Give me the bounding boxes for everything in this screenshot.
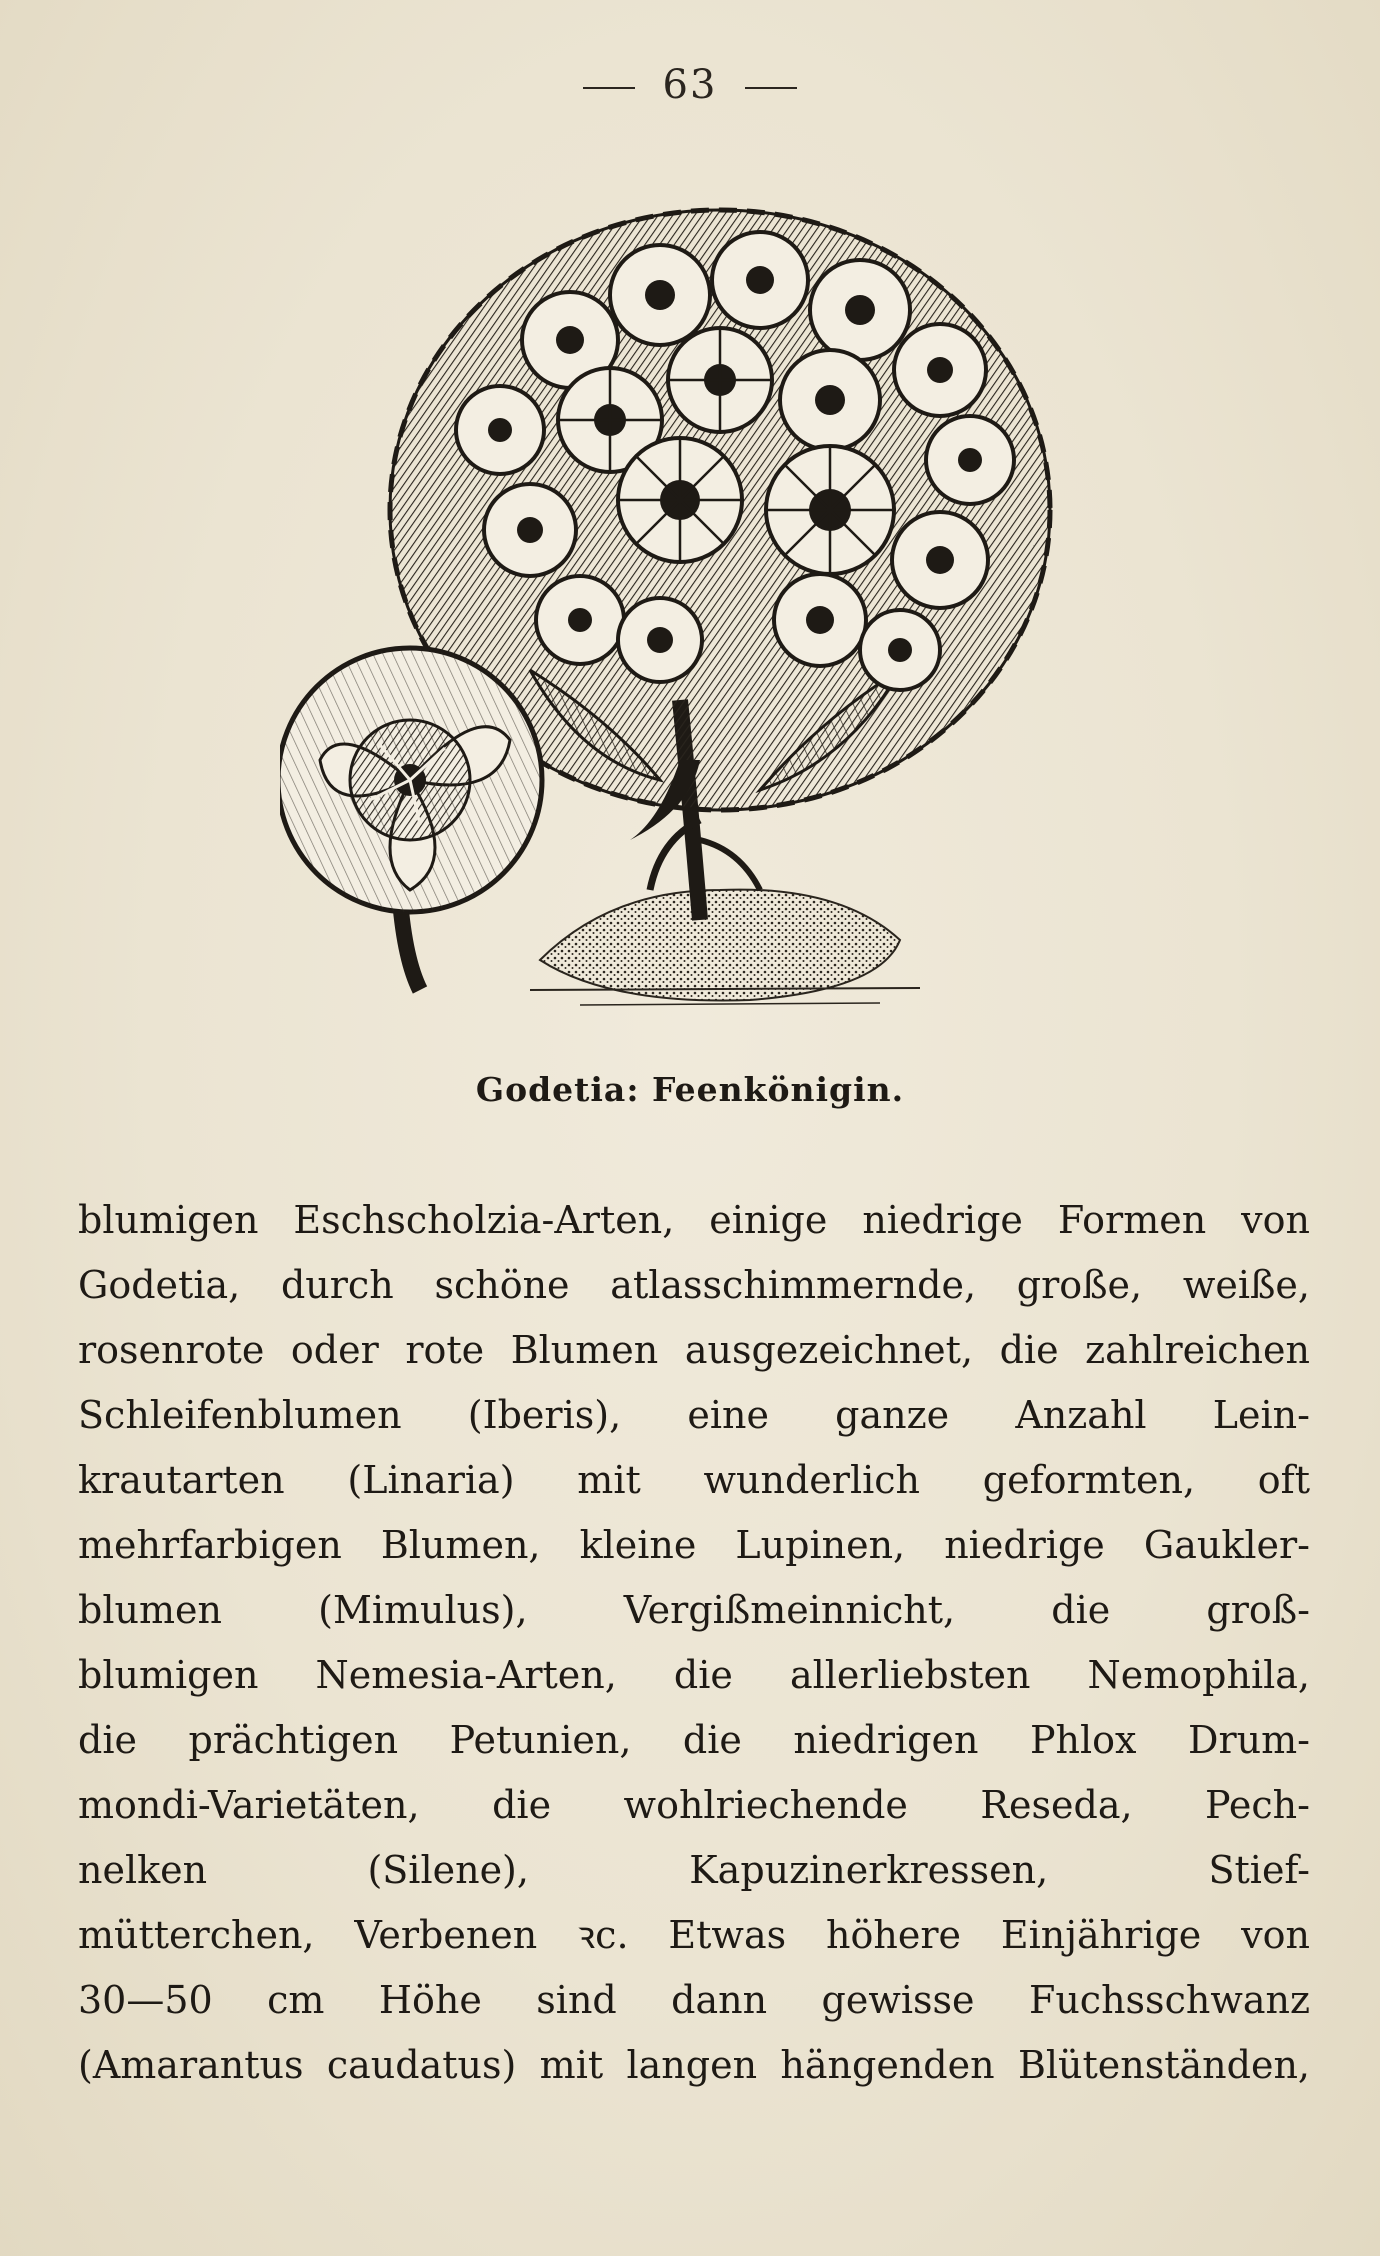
text-line: (Amarantus caudatus) mit langen hängenden Blütenständen,: [78, 2043, 1310, 2087]
text-line: mütterchen, Verbenen ꝛc. Etwas höhere Einjährige von: [78, 1913, 1310, 1957]
text-line: nelken (Silene), Kapuzinerkressen, Stief-: [78, 1848, 1310, 1892]
page-number: 63: [662, 62, 718, 108]
text-line: blumigen Eschscholzia-Arten, einige niedrige Formen von: [78, 1198, 1310, 1242]
figure-caption: Godetia: Feenkönigin.: [475, 1070, 905, 1109]
text-line: blumen (Mimulus), Vergißmeinnicht, die groß-: [78, 1588, 1310, 1632]
godetia-engraving-icon: [280, 200, 1100, 1050]
text-line: Godetia, durch schöne atlasschimmernde, große, weiße,: [78, 1263, 1310, 1307]
body-text: [78, 1188, 1310, 2098]
single-godetia-flower: [280, 648, 542, 990]
left-dash: [583, 87, 635, 89]
text-line: mehrfarbigen Blumen, kleine Lupinen, niedrige Gaukler-: [78, 1523, 1310, 1567]
right-dash: [745, 87, 797, 89]
page-number-header: [0, 62, 1380, 108]
text-line: 30—50 cm Höhe sind dann gewisse Fuchsschwanz: [78, 1978, 1310, 2022]
text-line: blumigen Nemesia-Arten, die allerliebsten Nemophila,: [78, 1653, 1310, 1697]
text-line: krautarten (Linaria) mit wunderlich geformten, oft: [78, 1458, 1310, 1502]
text-line: rosenrote oder rote Blumen ausgezeichnet, die zahlreichen: [78, 1328, 1310, 1372]
ground-shading: [530, 890, 920, 1005]
text-line: Schleifenblumen (Iberis), eine ganze Anzahl Lein-: [78, 1393, 1310, 1437]
text-line: mondi-Varietäten, die wohlriechende Reseda, Pech-: [78, 1783, 1310, 1827]
text-line: die prächtigen Petunien, die niedrigen Phlox Drum-: [78, 1718, 1310, 1762]
